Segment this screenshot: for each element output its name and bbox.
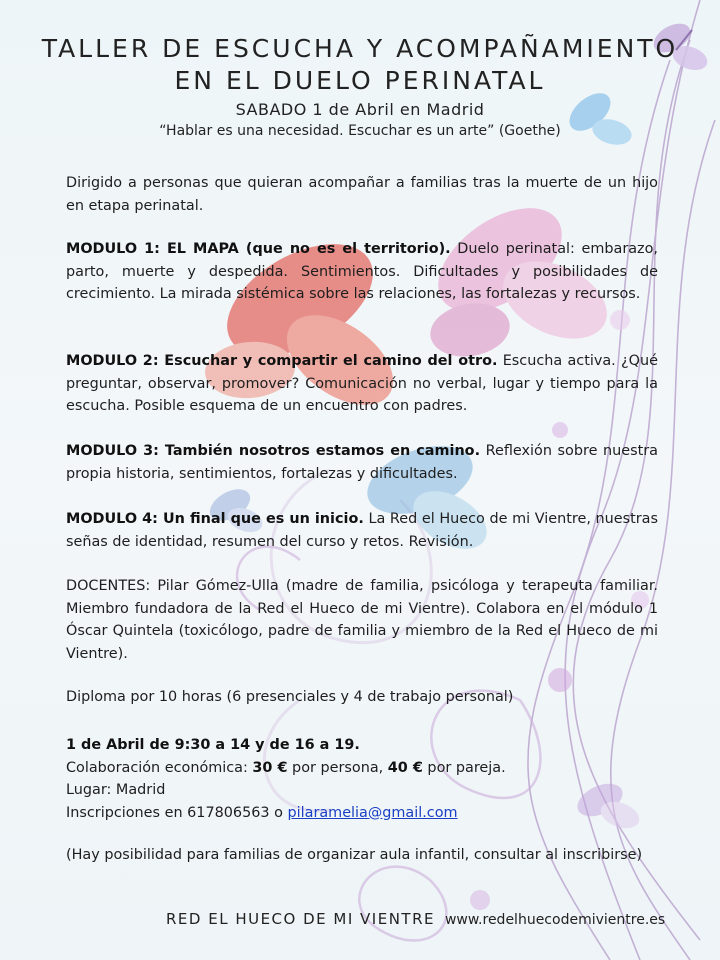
module-1 [66,238,658,306]
module-4-text: La Red el Hueco de mi Vientre, nuestras señas de identidad, resumen del curso y retos. Revisión. [66,511,658,550]
email-link[interactable]: pilaramelia@gmail.com [287,804,458,821]
intro-paragraph: Dirigido a personas que quieran acompañar a familias tras la muerte de un hijo en etapa perinatal. [66,175,658,214]
goethe-quote: “Hablar es una necesidad. Escuchar es un arte” (Goethe) [159,123,561,139]
event-date: SABADO 1 de Abril en Madrid [235,100,485,119]
module-2 [66,350,658,418]
footer-org: RED EL HUECO DE MI VIENTRE [166,910,435,928]
footer-url[interactable]: www.redelhuecodemivientre.es [444,912,666,928]
price-suffix: por pareja. [422,759,506,776]
module-4 [66,508,658,553]
price-couple: 40 € [387,759,423,776]
diploma-line: Diploma por 10 horas (6 presenciales y 4 de trabajo personal) [66,689,514,705]
price-person: 30 € [252,759,288,776]
module-1-text: Duelo perinatal: embarazo, parto, muerte y despedida. Sentimientos. Dificultades y posibilidades de crecimiento. La mirada sistémica sobre las relaciones, las fortalezas y recursos. [66,241,658,302]
module-4-heading: MODULO 4: Un final que es un inicio. [66,511,364,527]
place-line: Lugar: Madrid [66,782,166,798]
module-1-heading: MODULO 1: EL MAPA (que no es el territorio). [66,241,451,257]
price-prefix: Colaboración económica: [66,759,253,776]
module-2-text: Escucha activa. ¿Qué preguntar, observar, promover? Comunicación no verbal, lugar y tiempo para la escucha. Posible esquema de un encuentro con padres. [66,353,658,414]
module-2-heading: MODULO 2: Escuchar y compartir el camino del otro. [66,353,498,369]
page-title-line-2: EN EL DUELO PERINATAL [174,66,546,95]
price-line [66,757,658,780]
signup-prefix: Inscripciones en 617806563 o [66,804,288,821]
module-3-heading: MODULO 3: También nosotros estamos en camino. [66,443,481,459]
module-3 [66,440,658,485]
price-mid: por persona, [287,759,388,776]
module-3-text: Reflexión sobre nuestra propia historia, sentimientos, fortalezas y dificultades. [66,443,658,482]
event-info [66,734,658,824]
signup-line [66,802,658,825]
schedule: 1 de Abril de 9:30 a 14 y de 16 a 19. [66,737,360,753]
childcare-note: (Hay posibilidad para familias de organizar aula infantil, consultar al inscribirse) [66,847,643,863]
docentes-paragraph: DOCENTES: Pilar Gómez-Ulla (madre de familia, psicóloga y terapeuta familiar. Miembro fundadora de la Red el Hueco de mi Vientre). Colabora en el módulo 1 Óscar Quintela (toxicólogo, padre de familia y miembro de la Red el Hueco de mi Vientre). [66,578,658,662]
page-title-line-1: TALLER DE ESCUCHA Y ACOMPAÑAMIENTO [41,34,679,63]
footer [166,910,666,928]
